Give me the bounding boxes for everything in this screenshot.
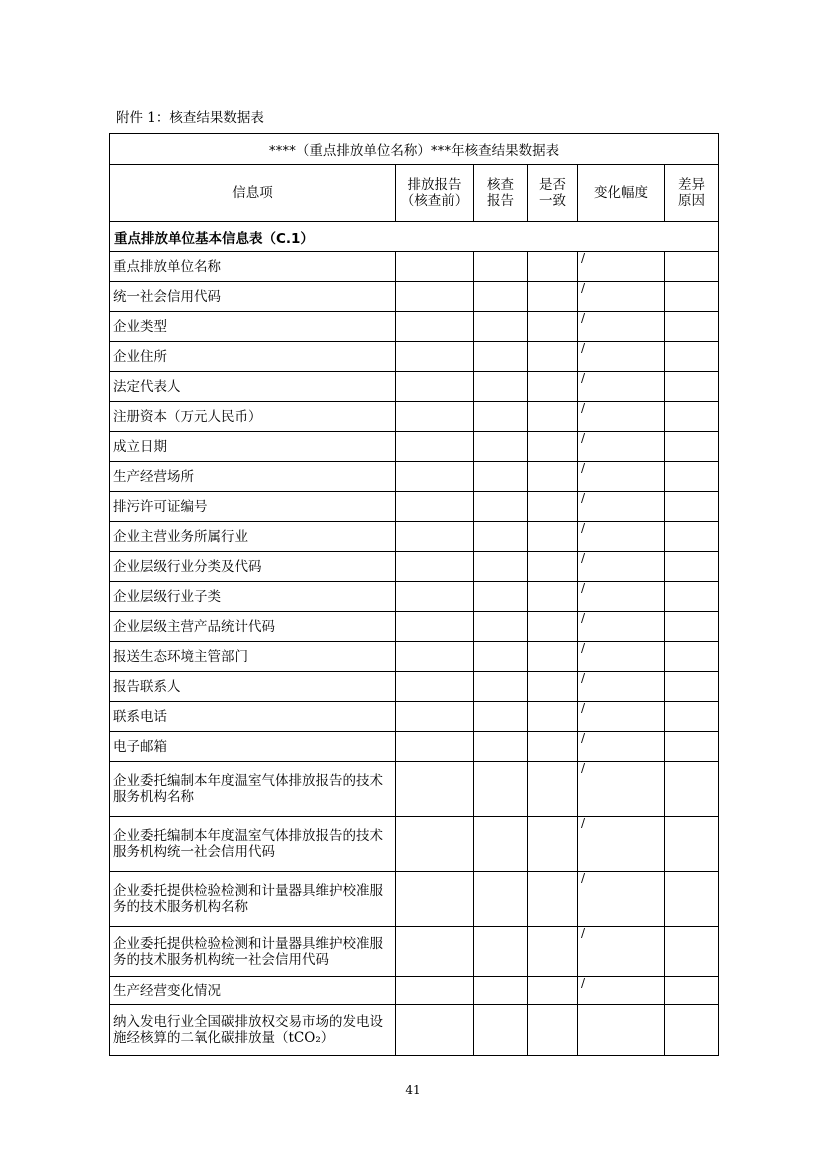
cell-change-range: / — [578, 732, 665, 762]
cell-difference-reason — [665, 402, 719, 432]
cell-emission-report — [396, 282, 474, 312]
cell-emission-report — [396, 342, 474, 372]
cell-consistent — [528, 762, 578, 817]
header-consistent — [528, 165, 578, 222]
cell-difference-reason — [665, 977, 719, 1005]
table-row — [110, 582, 719, 612]
cell-emission-report — [396, 552, 474, 582]
header-item: 信息项 — [110, 165, 396, 222]
cell-change-range: / — [578, 462, 665, 492]
table-row — [110, 672, 719, 702]
row-label: 企业住所 — [110, 342, 396, 372]
cell-change-range: / — [578, 282, 665, 312]
table-row — [110, 702, 719, 732]
cell-consistent — [528, 702, 578, 732]
cell-consistent — [528, 432, 578, 462]
cell-difference-reason — [665, 927, 719, 977]
cell-change-range: / — [578, 872, 665, 927]
cell-emission-report — [396, 402, 474, 432]
header-verification-report — [474, 165, 528, 222]
cell-difference-reason — [665, 312, 719, 342]
row-label: 联系电话 — [110, 702, 396, 732]
header-difference-reason — [665, 165, 719, 222]
cell-consistent — [528, 612, 578, 642]
cell-consistent — [528, 462, 578, 492]
table-row — [110, 642, 719, 672]
table-row — [110, 977, 719, 1005]
table-row — [110, 372, 719, 402]
cell-emission-report — [396, 492, 474, 522]
cell-emission-report — [396, 872, 474, 927]
section-title: 重点排放单位基本信息表（C.1） — [110, 222, 719, 252]
row-label: 生产经营变化情况 — [110, 977, 396, 1005]
cell-change-range: / — [578, 702, 665, 732]
cell-emission-report — [396, 927, 474, 977]
header-emission-report-line2: （核查前） — [400, 193, 469, 209]
cell-emission-report — [396, 462, 474, 492]
cell-difference-reason — [665, 732, 719, 762]
cell-change-range: / — [578, 927, 665, 977]
header-emission-report-line1: 排放报告 — [407, 177, 462, 193]
cell-verification-report — [474, 927, 528, 977]
cell-consistent — [528, 522, 578, 552]
header-verification-line1: 核查 — [487, 177, 514, 193]
cell-difference-reason — [665, 642, 719, 672]
row-label: 企业委托提供检验检测和计量器具维护校准服务的技术服务机构统一社会信用代码 — [110, 927, 396, 977]
row-label: 报告联系人 — [110, 672, 396, 702]
row-label: 企业层级行业子类 — [110, 582, 396, 612]
cell-difference-reason — [665, 762, 719, 817]
cell-change-range: / — [578, 492, 665, 522]
header-consistent-line1: 是否 — [539, 177, 566, 193]
cell-verification-report — [474, 312, 528, 342]
table-row — [110, 612, 719, 642]
page-number: 41 — [405, 1083, 421, 1097]
cell-verification-report — [474, 642, 528, 672]
table-row — [110, 927, 719, 977]
cell-verification-report — [474, 1005, 528, 1056]
cell-change-range: / — [578, 642, 665, 672]
cell-consistent — [528, 492, 578, 522]
cell-emission-report — [396, 612, 474, 642]
cell-change-range: / — [578, 762, 665, 817]
table-row — [110, 342, 719, 372]
cell-emission-report — [396, 312, 474, 342]
table-row — [110, 522, 719, 552]
table-title-row — [110, 134, 719, 165]
cell-consistent — [528, 372, 578, 402]
cell-difference-reason — [665, 702, 719, 732]
table-row — [110, 402, 719, 432]
table-row — [110, 762, 719, 817]
cell-verification-report — [474, 372, 528, 402]
header-verification-line2: 报告 — [487, 193, 514, 209]
cell-emission-report — [396, 252, 474, 282]
table-header-row — [110, 165, 719, 222]
cell-verification-report — [474, 342, 528, 372]
cell-consistent — [528, 252, 578, 282]
cell-emission-report — [396, 372, 474, 402]
cell-difference-reason — [665, 817, 719, 872]
table-row — [110, 872, 719, 927]
cell-change-range: / — [578, 252, 665, 282]
cell-consistent — [528, 642, 578, 672]
cell-change-range: / — [578, 402, 665, 432]
row-label: 成立日期 — [110, 432, 396, 462]
cell-consistent — [528, 552, 578, 582]
row-label: 企业层级主营产品统计代码 — [110, 612, 396, 642]
section-row — [110, 222, 719, 252]
table-row — [110, 817, 719, 872]
table-row — [110, 282, 719, 312]
cell-difference-reason — [665, 582, 719, 612]
cell-emission-report — [396, 977, 474, 1005]
cell-verification-report — [474, 817, 528, 872]
cell-verification-report — [474, 872, 528, 927]
cell-consistent — [528, 732, 578, 762]
cell-verification-report — [474, 492, 528, 522]
cell-consistent — [528, 927, 578, 977]
row-label: 企业主营业务所属行业 — [110, 522, 396, 552]
cell-change-range: / — [578, 552, 665, 582]
row-label: 注册资本（万元人民币） — [110, 402, 396, 432]
cell-consistent — [528, 1005, 578, 1056]
table-row — [110, 312, 719, 342]
row-label: 企业层级行业分类及代码 — [110, 552, 396, 582]
row-label: 生产经营场所 — [110, 462, 396, 492]
cell-verification-report — [474, 252, 528, 282]
cell-consistent — [528, 402, 578, 432]
cell-change-range: / — [578, 817, 665, 872]
cell-change-range: / — [578, 342, 665, 372]
row-label: 企业委托编制本年度温室气体排放报告的技术服务机构统一社会信用代码 — [110, 817, 396, 872]
cell-emission-report — [396, 432, 474, 462]
cell-difference-reason — [665, 872, 719, 927]
cell-consistent — [528, 342, 578, 372]
cell-emission-report — [396, 732, 474, 762]
cell-emission-report — [396, 817, 474, 872]
cell-emission-report — [396, 522, 474, 552]
verification-results-table — [109, 133, 719, 1056]
cell-consistent — [528, 872, 578, 927]
row-label: 电子邮箱 — [110, 732, 396, 762]
table-body — [110, 252, 719, 1056]
cell-consistent — [528, 282, 578, 312]
row-label: 排污许可证编号 — [110, 492, 396, 522]
header-emission-report — [396, 165, 474, 222]
row-label: 纳入发电行业全国碳排放权交易市场的发电设施经核算的二氧化碳排放量（tCO₂） — [110, 1005, 396, 1056]
table-row — [110, 432, 719, 462]
cell-verification-report — [474, 522, 528, 552]
cell-verification-report — [474, 402, 528, 432]
cell-emission-report — [396, 762, 474, 817]
cell-difference-reason — [665, 492, 719, 522]
cell-consistent — [528, 672, 578, 702]
cell-change-range — [578, 1005, 665, 1056]
row-label: 报送生态环境主管部门 — [110, 642, 396, 672]
cell-verification-report — [474, 612, 528, 642]
cell-difference-reason — [665, 282, 719, 312]
cell-difference-reason — [665, 672, 719, 702]
cell-consistent — [528, 582, 578, 612]
header-change-range: 变化幅度 — [578, 165, 665, 222]
cell-change-range: / — [578, 672, 665, 702]
table-row — [110, 732, 719, 762]
cell-difference-reason — [665, 372, 719, 402]
cell-consistent — [528, 817, 578, 872]
cell-change-range: / — [578, 312, 665, 342]
cell-emission-report — [396, 582, 474, 612]
cell-difference-reason — [665, 252, 719, 282]
table-row — [110, 1005, 719, 1056]
cell-emission-report — [396, 642, 474, 672]
cell-verification-report — [474, 582, 528, 612]
cell-change-range: / — [578, 432, 665, 462]
table-title: ****（重点排放单位名称）***年核查结果数据表 — [110, 134, 719, 165]
header-difference-line2: 原因 — [678, 193, 706, 209]
row-label: 法定代表人 — [110, 372, 396, 402]
cell-verification-report — [474, 762, 528, 817]
cell-verification-report — [474, 977, 528, 1005]
cell-change-range: / — [578, 977, 665, 1005]
cell-change-range: / — [578, 522, 665, 552]
cell-emission-report — [396, 702, 474, 732]
header-difference-line1: 差异 — [678, 177, 706, 193]
cell-consistent — [528, 977, 578, 1005]
cell-verification-report — [474, 462, 528, 492]
table-row — [110, 552, 719, 582]
row-label: 企业委托编制本年度温室气体排放报告的技术服务机构名称 — [110, 762, 396, 817]
cell-difference-reason — [665, 552, 719, 582]
table-row — [110, 252, 719, 282]
cell-change-range: / — [578, 582, 665, 612]
table-row — [110, 462, 719, 492]
table-row — [110, 492, 719, 522]
header-consistent-line2: 一致 — [539, 193, 566, 209]
cell-difference-reason — [665, 522, 719, 552]
cell-difference-reason — [665, 612, 719, 642]
cell-verification-report — [474, 552, 528, 582]
cell-verification-report — [474, 282, 528, 312]
page-heading: 附件 1：核查结果数据表 — [116, 110, 264, 126]
cell-verification-report — [474, 672, 528, 702]
row-label: 统一社会信用代码 — [110, 282, 396, 312]
cell-emission-report — [396, 1005, 474, 1056]
cell-difference-reason — [665, 342, 719, 372]
cell-difference-reason — [665, 462, 719, 492]
cell-verification-report — [474, 732, 528, 762]
cell-change-range: / — [578, 372, 665, 402]
cell-verification-report — [474, 432, 528, 462]
row-label: 企业类型 — [110, 312, 396, 342]
row-label: 重点排放单位名称 — [110, 252, 396, 282]
cell-difference-reason — [665, 1005, 719, 1056]
row-label: 企业委托提供检验检测和计量器具维护校准服务的技术服务机构名称 — [110, 872, 396, 927]
cell-difference-reason — [665, 432, 719, 462]
cell-verification-report — [474, 702, 528, 732]
cell-change-range: / — [578, 612, 665, 642]
cell-emission-report — [396, 672, 474, 702]
cell-consistent — [528, 312, 578, 342]
